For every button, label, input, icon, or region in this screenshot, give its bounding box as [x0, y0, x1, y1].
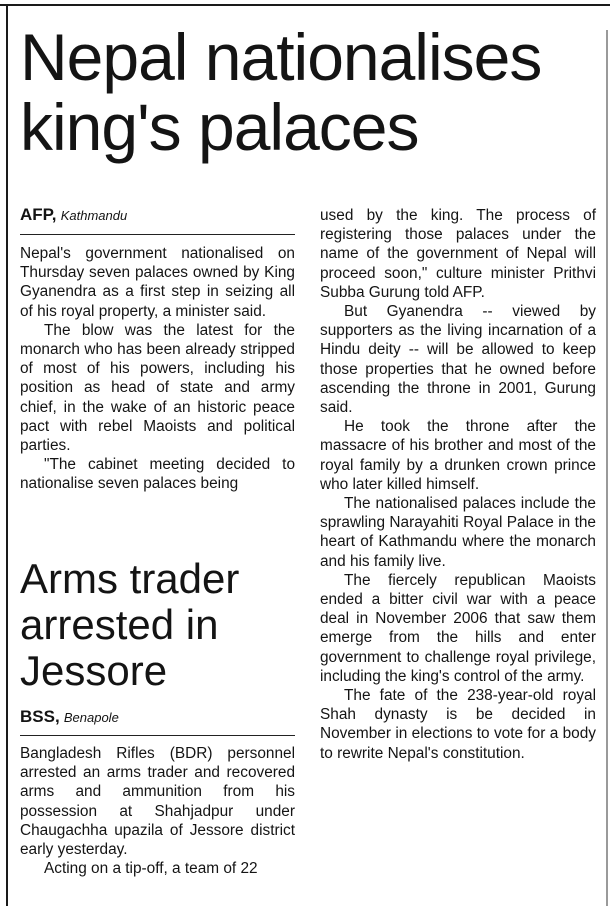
- story1-byline-place: Kathmandu: [60, 208, 128, 223]
- story1-paragraph: But Gyanendra -- viewed by supporters as the living incarnation of a Hindu deity -- will be allowed to keep those properties that he owned before ascending the throne in 2001, Gurung said.: [320, 303, 596, 417]
- story1-paragraph: Nepal's government nationalised on Thursday seven palaces owned by King Gyanendra as a first step in seizing all of his royal property, a minister said.: [20, 245, 295, 320]
- story1-paragraph: "The cabinet meeting decided to nationalise seven palaces being: [20, 456, 295, 493]
- story2-byline-rule: [20, 735, 295, 736]
- left-column-rule: [6, 4, 8, 906]
- story1-column-2: [320, 206, 596, 763]
- story1-paragraph: used by the king. The process of registering those palaces under the name of the government of Nepal will proceed soon," culture minister Prithvi Subba Gurung told AFP.: [320, 207, 596, 301]
- story2-byline-agency: BSS,: [20, 707, 60, 726]
- story1-byline-rule: [20, 234, 295, 235]
- story1-headline: Nepal nationalises king's palaces: [20, 20, 542, 164]
- story2-paragraph: Acting on a tip-off, a team of 22: [44, 860, 258, 878]
- story1-byline-agency: AFP,: [20, 205, 57, 224]
- story1-paragraph: He took the throne after the massacre of his brother and most of the royal family by a drunken crown prince who later killed himself.: [320, 418, 596, 493]
- right-column-rule: [606, 30, 608, 906]
- story1-paragraph: The fate of the 238-year-old royal Shah dynasty is be decided in November in elections to vote for a body to rewrite Nepal's constitution.: [320, 687, 596, 762]
- story1-paragraph: The blow was the latest for the monarch who has been already stripped of most of his powers, including his position as head of state and army chief, in the wake of an historic peace pact with rebel Maoists and political parties.: [20, 321, 295, 455]
- story2-byline-place: Benapole: [63, 710, 119, 725]
- story2-paragraph: Bangladesh Rifles (BDR) personnel arrested an arms trader and recovered arms and ammunition from his possession at Shahjadpur under Chaugachha upazila of Jessore district early yesterday.: [20, 745, 295, 859]
- story1-byline: [20, 206, 127, 225]
- story1-column-1: [20, 244, 295, 494]
- story2-headline: Arms trader arrested in Jessore: [20, 555, 240, 694]
- story1-paragraph: The fiercely republican Maoists ended a bitter civil war with a peace deal in November 2006 that saw them emerge from the hills and enter government to challenge royal privilege, including the king's control of the army.: [320, 571, 596, 685]
- story2-byline: [20, 708, 119, 727]
- story2-column: [20, 744, 295, 878]
- top-rule: [0, 4, 610, 6]
- story1-paragraph: The nationalised palaces include the sprawling Narayahiti Royal Palace in the heart of Kathmandu where the monarch and his family live.: [320, 495, 596, 570]
